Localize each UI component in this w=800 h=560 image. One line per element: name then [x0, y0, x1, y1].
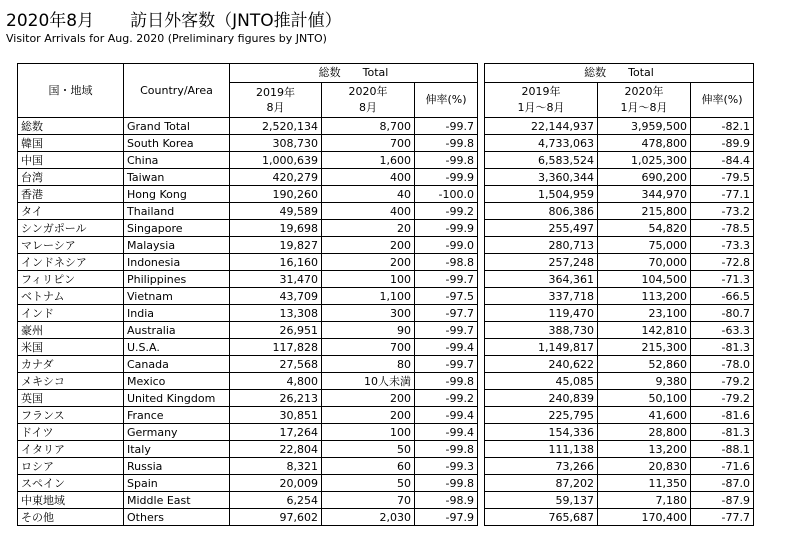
cell-rate-cumulative: -77.1: [691, 186, 754, 203]
cell-country-jp: 中東地域: [18, 492, 124, 509]
cell-rate-aug: -98.9: [415, 492, 478, 509]
header-rate-cumulative: 伸率(%): [691, 83, 754, 118]
cell-2019-aug: 13,308: [230, 305, 322, 322]
cell-2020-aug: 200: [322, 237, 415, 254]
cell-rate-cumulative: -87.0: [691, 475, 754, 492]
cell-country-en: Thailand: [124, 203, 230, 220]
cell-2019-cumulative: 3,360,344: [485, 169, 598, 186]
table-row: [18, 220, 754, 237]
table-row: [18, 135, 754, 152]
cell-rate-cumulative: -71.3: [691, 271, 754, 288]
table-row: [18, 475, 754, 492]
cell-country-en: Taiwan: [124, 169, 230, 186]
cell-rate-cumulative: -73.3: [691, 237, 754, 254]
cell-2020-cumulative: 113,200: [598, 288, 691, 305]
cell-2020-aug: 40: [322, 186, 415, 203]
cell-2019-cumulative: 255,497: [485, 220, 598, 237]
cell-rate-cumulative: -80.7: [691, 305, 754, 322]
cell-2020-aug: 200: [322, 254, 415, 271]
cell-country-en: India: [124, 305, 230, 322]
cell-country-en: Philippines: [124, 271, 230, 288]
cell-rate-cumulative: -81.6: [691, 407, 754, 424]
cell-country-en: Canada: [124, 356, 230, 373]
cell-2020-aug: 50: [322, 441, 415, 458]
cell-2019-aug: 1,000,639: [230, 152, 322, 169]
cell-2019-aug: 30,851: [230, 407, 322, 424]
cell-rate-aug: -99.8: [415, 152, 478, 169]
cell-country-jp: 中国: [18, 152, 124, 169]
header-2020-cumulative: 2020年 1月～8月: [598, 83, 691, 118]
cell-country-jp: 台湾: [18, 169, 124, 186]
cell-2020-cumulative: 170,400: [598, 509, 691, 526]
cell-2020-cumulative: 23,100: [598, 305, 691, 322]
cell-country-jp: スペイン: [18, 475, 124, 492]
cell-2019-cumulative: 240,839: [485, 390, 598, 407]
cell-rate-aug: -98.8: [415, 254, 478, 271]
header-country-jp: 国・地域: [18, 64, 124, 118]
cell-country-jp: 総数: [18, 118, 124, 135]
cell-rate-cumulative: -87.9: [691, 492, 754, 509]
table-row: [18, 237, 754, 254]
cell-country-jp: タイ: [18, 203, 124, 220]
cell-country-en: Hong Kong: [124, 186, 230, 203]
cell-2019-aug: 420,279: [230, 169, 322, 186]
cell-2019-cumulative: 119,470: [485, 305, 598, 322]
table-row: [18, 186, 754, 203]
title-main: 訪日外客数（JNTO推計値）: [130, 11, 342, 31]
cell-country-en: Australia: [124, 322, 230, 339]
header-group-august: 総数 Total: [230, 64, 478, 83]
cell-2019-cumulative: 111,138: [485, 441, 598, 458]
cell-rate-aug: -99.7: [415, 118, 478, 135]
table-row: [18, 356, 754, 373]
cell-country-jp: その他: [18, 509, 124, 526]
cell-country-en: Spain: [124, 475, 230, 492]
table-row: [18, 288, 754, 305]
cell-rate-aug: -99.8: [415, 475, 478, 492]
cell-country-jp: 韓国: [18, 135, 124, 152]
cell-country-en: Vietnam: [124, 288, 230, 305]
table-row: [18, 271, 754, 288]
cell-2020-aug: 8,700: [322, 118, 415, 135]
table-row: [18, 203, 754, 220]
cell-rate-cumulative: -78.0: [691, 356, 754, 373]
cell-2019-cumulative: 257,248: [485, 254, 598, 271]
table-row: [18, 254, 754, 271]
cell-country-en: South Korea: [124, 135, 230, 152]
cell-2020-aug: 90: [322, 322, 415, 339]
cell-2019-cumulative: 154,336: [485, 424, 598, 441]
cell-country-en: Russia: [124, 458, 230, 475]
cell-rate-cumulative: -78.5: [691, 220, 754, 237]
cell-2019-cumulative: 364,361: [485, 271, 598, 288]
cell-rate-aug: -99.9: [415, 220, 478, 237]
cell-2019-cumulative: 87,202: [485, 475, 598, 492]
cell-2019-cumulative: 73,266: [485, 458, 598, 475]
cell-rate-cumulative: -81.3: [691, 424, 754, 441]
cell-2019-cumulative: 280,713: [485, 237, 598, 254]
cell-2019-aug: 8,321: [230, 458, 322, 475]
cell-2020-cumulative: 690,200: [598, 169, 691, 186]
cell-2020-aug: 100: [322, 424, 415, 441]
cell-rate-aug: -97.5: [415, 288, 478, 305]
cell-2019-cumulative: 388,730: [485, 322, 598, 339]
cell-2019-aug: 22,804: [230, 441, 322, 458]
cell-country-en: Germany: [124, 424, 230, 441]
cell-rate-cumulative: -81.3: [691, 339, 754, 356]
cell-2020-cumulative: 478,800: [598, 135, 691, 152]
cell-2019-aug: 117,828: [230, 339, 322, 356]
cell-rate-cumulative: -89.9: [691, 135, 754, 152]
cell-2020-cumulative: 215,800: [598, 203, 691, 220]
cell-2019-aug: 43,709: [230, 288, 322, 305]
table-row: [18, 339, 754, 356]
cell-country-en: Singapore: [124, 220, 230, 237]
cell-rate-aug: -99.3: [415, 458, 478, 475]
page-title: [6, 6, 342, 31]
cell-rate-aug: -99.2: [415, 390, 478, 407]
cell-country-jp: シンガポール: [18, 220, 124, 237]
header-2019-cumulative: 2019年 1月～8月: [485, 83, 598, 118]
cell-2020-aug: 100: [322, 271, 415, 288]
cell-2020-aug: 200: [322, 407, 415, 424]
cell-country-jp: 香港: [18, 186, 124, 203]
cell-country-jp: イタリア: [18, 441, 124, 458]
cell-2019-cumulative: 337,718: [485, 288, 598, 305]
cell-country-en: Middle East: [124, 492, 230, 509]
cell-2020-aug: 700: [322, 339, 415, 356]
cell-country-jp: メキシコ: [18, 373, 124, 390]
cell-country-jp: ベトナム: [18, 288, 124, 305]
cell-country-jp: 米国: [18, 339, 124, 356]
header-group-cumulative: 総数 Total: [485, 64, 754, 83]
cell-rate-aug: -99.7: [415, 356, 478, 373]
cell-2020-aug: 700: [322, 135, 415, 152]
cell-country-en: Indonesia: [124, 254, 230, 271]
cell-country-jp: 英国: [18, 390, 124, 407]
cell-2020-cumulative: 52,860: [598, 356, 691, 373]
cell-rate-aug: -99.8: [415, 441, 478, 458]
cell-2019-cumulative: 1,504,959: [485, 186, 598, 203]
cell-rate-cumulative: -88.1: [691, 441, 754, 458]
header-rate-aug: 伸率(%): [415, 83, 478, 118]
cell-country-en: Mexico: [124, 373, 230, 390]
cell-2020-aug: 2,030: [322, 509, 415, 526]
cell-2020-aug: 200: [322, 390, 415, 407]
cell-rate-cumulative: -82.1: [691, 118, 754, 135]
cell-2019-cumulative: 225,795: [485, 407, 598, 424]
table-row: [18, 152, 754, 169]
cell-rate-aug: -100.0: [415, 186, 478, 203]
cell-2019-cumulative: 765,687: [485, 509, 598, 526]
cell-2019-aug: 6,254: [230, 492, 322, 509]
cell-rate-cumulative: -66.5: [691, 288, 754, 305]
cell-2019-aug: 97,602: [230, 509, 322, 526]
cell-rate-aug: -99.2: [415, 203, 478, 220]
cell-2019-aug: 4,800: [230, 373, 322, 390]
cell-2020-cumulative: 28,800: [598, 424, 691, 441]
cell-2019-aug: 27,568: [230, 356, 322, 373]
cell-rate-aug: -99.8: [415, 135, 478, 152]
cell-2019-cumulative: 59,137: [485, 492, 598, 509]
cell-2020-cumulative: 3,959,500: [598, 118, 691, 135]
cell-2020-cumulative: 9,380: [598, 373, 691, 390]
cell-2019-cumulative: 240,622: [485, 356, 598, 373]
table-row: [18, 424, 754, 441]
cell-2020-aug: 300: [322, 305, 415, 322]
cell-2019-aug: 31,470: [230, 271, 322, 288]
cell-country-en: U.S.A.: [124, 339, 230, 356]
cell-rate-cumulative: -77.7: [691, 509, 754, 526]
cell-2020-aug: 400: [322, 169, 415, 186]
cell-2020-aug: 60: [322, 458, 415, 475]
cell-2019-aug: 308,730: [230, 135, 322, 152]
header-2019-aug: 2019年 8月: [230, 83, 322, 118]
cell-country-jp: フィリピン: [18, 271, 124, 288]
cell-2020-cumulative: 215,300: [598, 339, 691, 356]
cell-2020-cumulative: 11,350: [598, 475, 691, 492]
cell-rate-aug: -99.4: [415, 424, 478, 441]
cell-2020-aug: 400: [322, 203, 415, 220]
table-row: [18, 407, 754, 424]
cell-country-jp: フランス: [18, 407, 124, 424]
cell-2019-aug: 19,827: [230, 237, 322, 254]
cell-2019-aug: 26,213: [230, 390, 322, 407]
cell-rate-aug: -99.4: [415, 339, 478, 356]
cell-2020-aug: 1,600: [322, 152, 415, 169]
cell-2020-cumulative: 1,025,300: [598, 152, 691, 169]
cell-country-jp: ドイツ: [18, 424, 124, 441]
cell-country-jp: インドネシア: [18, 254, 124, 271]
cell-2020-aug: 50: [322, 475, 415, 492]
cell-2020-cumulative: 75,000: [598, 237, 691, 254]
cell-2019-aug: 16,160: [230, 254, 322, 271]
cell-2020-aug: 10人未満: [322, 373, 415, 390]
cell-country-en: France: [124, 407, 230, 424]
cell-rate-cumulative: -79.2: [691, 390, 754, 407]
table-row: [18, 322, 754, 339]
visitor-arrivals-table: [17, 63, 754, 526]
cell-2020-aug: 70: [322, 492, 415, 509]
cell-2019-aug: 2,520,134: [230, 118, 322, 135]
table-row: [18, 509, 754, 526]
cell-2020-aug: 1,100: [322, 288, 415, 305]
table-body: [18, 118, 754, 526]
cell-country-en: Malaysia: [124, 237, 230, 254]
cell-rate-cumulative: -63.3: [691, 322, 754, 339]
cell-rate-cumulative: -79.2: [691, 373, 754, 390]
cell-2019-aug: 20,009: [230, 475, 322, 492]
cell-2019-cumulative: 4,733,063: [485, 135, 598, 152]
cell-2019-cumulative: 6,583,524: [485, 152, 598, 169]
cell-2020-cumulative: 50,100: [598, 390, 691, 407]
table-row: [18, 305, 754, 322]
table-row: [18, 390, 754, 407]
cell-rate-cumulative: -72.8: [691, 254, 754, 271]
cell-rate-aug: -99.0: [415, 237, 478, 254]
cell-2020-cumulative: 344,970: [598, 186, 691, 203]
cell-2019-aug: 190,260: [230, 186, 322, 203]
cell-rate-aug: -99.7: [415, 271, 478, 288]
cell-country-jp: カナダ: [18, 356, 124, 373]
table-row: [18, 118, 754, 135]
cell-rate-aug: -99.4: [415, 407, 478, 424]
cell-country-en: Grand Total: [124, 118, 230, 135]
cell-2019-cumulative: 45,085: [485, 373, 598, 390]
cell-country-en: Italy: [124, 441, 230, 458]
cell-2020-aug: 80: [322, 356, 415, 373]
cell-2020-cumulative: 142,810: [598, 322, 691, 339]
cell-country-jp: インド: [18, 305, 124, 322]
cell-2019-aug: 17,264: [230, 424, 322, 441]
table-row: [18, 373, 754, 390]
cell-2020-aug: 20: [322, 220, 415, 237]
cell-2019-aug: 19,698: [230, 220, 322, 237]
cell-country-en: Others: [124, 509, 230, 526]
title-date: 2020年8月: [6, 11, 95, 31]
cell-country-en: China: [124, 152, 230, 169]
cell-2020-cumulative: 54,820: [598, 220, 691, 237]
cell-2020-cumulative: 104,500: [598, 271, 691, 288]
cell-2019-aug: 49,589: [230, 203, 322, 220]
cell-rate-cumulative: -79.5: [691, 169, 754, 186]
cell-2019-cumulative: 1,149,817: [485, 339, 598, 356]
cell-country-en: United Kingdom: [124, 390, 230, 407]
cell-2019-cumulative: 806,386: [485, 203, 598, 220]
page-subtitle: Visitor Arrivals for Aug. 2020 (Preliminary figures by JNTO): [6, 32, 327, 45]
cell-rate-aug: -99.8: [415, 373, 478, 390]
table-row: [18, 458, 754, 475]
cell-2020-cumulative: 70,000: [598, 254, 691, 271]
cell-rate-aug: -97.7: [415, 305, 478, 322]
cell-2020-cumulative: 20,830: [598, 458, 691, 475]
cell-rate-aug: -99.7: [415, 322, 478, 339]
cell-2020-cumulative: 7,180: [598, 492, 691, 509]
table-row: [18, 169, 754, 186]
cell-2019-aug: 26,951: [230, 322, 322, 339]
cell-2020-cumulative: 41,600: [598, 407, 691, 424]
cell-country-jp: 豪州: [18, 322, 124, 339]
cell-country-jp: マレーシア: [18, 237, 124, 254]
cell-rate-cumulative: -73.2: [691, 203, 754, 220]
cell-rate-aug: -97.9: [415, 509, 478, 526]
table-row: [18, 492, 754, 509]
cell-2020-cumulative: 13,200: [598, 441, 691, 458]
cell-rate-cumulative: -84.4: [691, 152, 754, 169]
cell-rate-cumulative: -71.6: [691, 458, 754, 475]
header-country-en: Country/Area: [124, 64, 230, 118]
cell-country-jp: ロシア: [18, 458, 124, 475]
table-row: [18, 441, 754, 458]
cell-2019-cumulative: 22,144,937: [485, 118, 598, 135]
header-2020-aug: 2020年 8月: [322, 83, 415, 118]
cell-rate-aug: -99.9: [415, 169, 478, 186]
